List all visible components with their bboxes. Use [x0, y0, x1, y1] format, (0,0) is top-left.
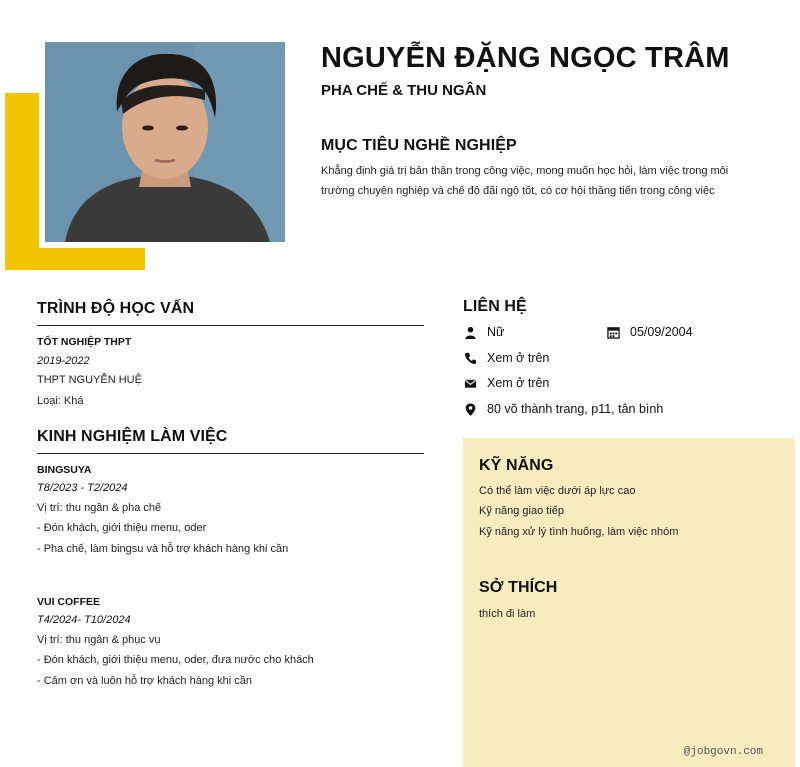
hobbies-heading: SỞ THÍCH	[479, 579, 558, 596]
job-detail-line: - Đón khách, giới thiệu menu, oder, đưa nước cho khách	[37, 654, 314, 666]
contact-heading: LIÊN HỆ	[463, 298, 527, 315]
job-company: VUI COFFEE	[37, 596, 101, 608]
watermark: @jobgovn.com	[683, 746, 763, 758]
hobby-item: thích đi làm	[479, 608, 536, 620]
contact-address	[463, 402, 663, 416]
contact-gender	[463, 325, 504, 339]
job-detail-line: Vị trí: thu ngân & pha chế	[37, 502, 162, 514]
calendar-icon	[606, 325, 620, 339]
skills-heading: KỸ NĂNG	[479, 457, 554, 474]
education-degree: TỐT NGHIỆP THPT	[37, 336, 132, 348]
yellow-accent-bar-vertical	[5, 93, 39, 270]
yellow-accent-bar-horizontal	[5, 248, 145, 270]
education-section	[37, 300, 424, 416]
person-icon	[463, 325, 477, 339]
education-period: 2019-2022	[37, 355, 90, 367]
job-title: PHA CHẾ & THU NGÂN	[321, 82, 487, 99]
experience-section	[37, 428, 424, 704]
mail-icon	[463, 376, 477, 390]
job-detail-line: Vị trí: thu ngân & phục vụ	[37, 634, 161, 646]
phone-value: Xem ở trên	[487, 351, 550, 365]
experience-heading: KINH NGHIỆM LÀM VIỆC	[37, 428, 424, 454]
job-period: T4/2024- T10/2024	[37, 614, 131, 626]
job-company: BINGSUYA	[37, 464, 92, 476]
candidate-name: NGUYỄN ĐẶNG NGỌC TRÂM	[321, 42, 730, 74]
objective-text: Khẳng định giá trị bản thân trong công việc, mong muốn học hỏi, làm việc trong môi trường chuyên nghiệp và chế độ đãi ngộ tốt, có cơ hội thăng tiến trong công việc	[321, 165, 729, 197]
job-detail-line: - Đón khách, giới thiệu menu, oder	[37, 522, 207, 534]
job-period: T8/2023 - T2/2024	[37, 482, 128, 494]
contact-email	[463, 376, 549, 390]
objective-heading: MỤC TIÊU NGHỀ NGHIỆP	[321, 137, 517, 154]
birthday-value: 05/09/2004	[630, 325, 693, 339]
skills-hobbies-panel	[463, 438, 795, 767]
skill-item: Có thể làm việc dưới áp lực cao	[479, 485, 636, 497]
address-value: 80 võ thành trang, p11, tân bình	[487, 402, 664, 416]
skill-item: Kỹ năng giao tiếp	[479, 505, 565, 517]
email-value: Xem ở trên	[487, 376, 550, 390]
education-school: THPT NGUYỄN HUỆ	[37, 374, 142, 386]
gender-value: Nữ	[487, 325, 505, 339]
job-detail-line: - Pha chế, làm bingsu và hỗ trợ khách hàng khi cần	[37, 543, 289, 555]
skill-item: Kỹ năng xử lý tình huống, làm việc nhóm	[479, 526, 679, 538]
phone-icon	[463, 351, 477, 365]
profile-photo	[45, 42, 285, 242]
education-grade: Loại: Khá	[37, 395, 84, 407]
job-detail-line: - Cảm ơn và luôn hỗ trợ khách hàng khi cần	[37, 675, 252, 687]
contact-birthday	[606, 325, 693, 339]
education-heading: TRÌNH ĐỘ HỌC VẤN	[37, 300, 424, 326]
location-pin-icon	[463, 402, 477, 416]
contact-phone	[463, 351, 549, 365]
